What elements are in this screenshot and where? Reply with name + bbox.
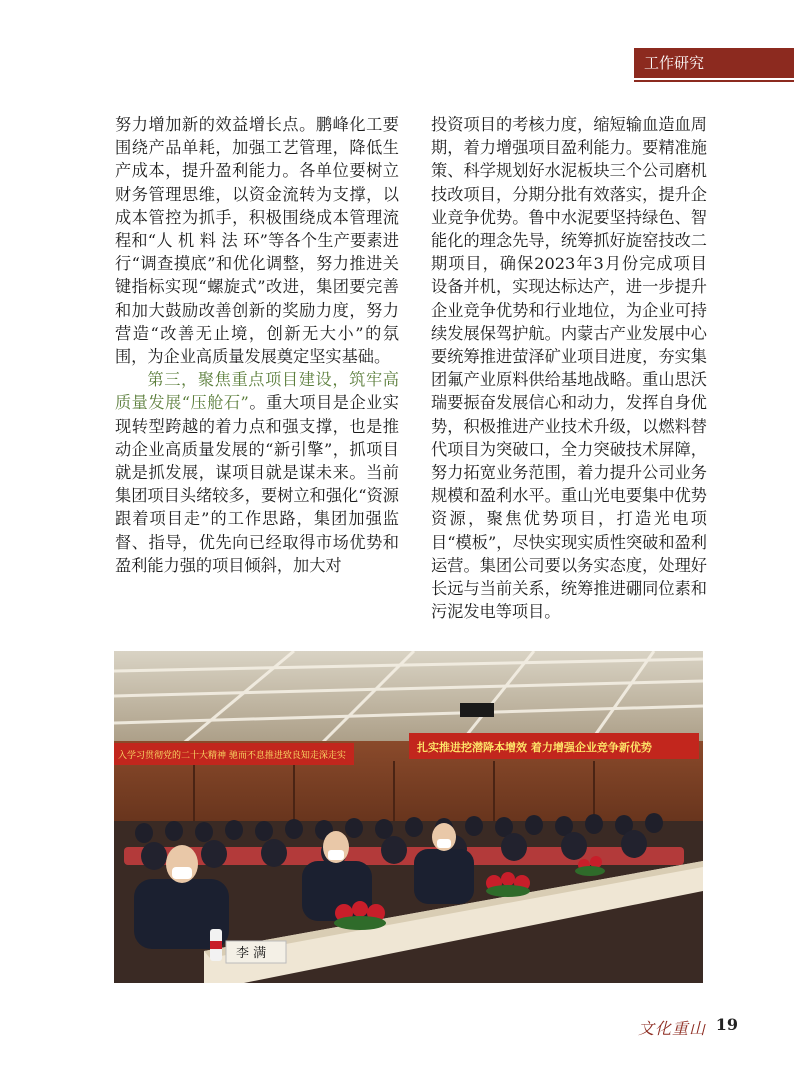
left-paragraph-2-body: 。重大项目是企业实现转型跨越的着力点和强支撑，也是推动企业高质量发展的“新引擎”，抓项目就是抓发展，谋项目就是谋未来。当前集团项目头绪较多，要树立和强化“资源跟着项目走”的工作思路，集团加强监督、指导，优先向已经取得市场优势和盈利能力强的项目倾斜，加大对 bbox=[115, 393, 399, 575]
nameplate-text: 李 满 bbox=[236, 946, 267, 961]
left-paragraph-2 bbox=[115, 368, 399, 577]
section-heading: 第三，聚焦重点项目建设，筑牢高质量发展“压舱石” bbox=[115, 370, 399, 413]
right-paragraph: 投资项目的考核力度，缩短输血造血周期，着力增强项目盈利能力。要精准施策、科学规划好水泥板块三个公司磨机技改项目，分期分批有效落实，提升企业竞争优势。鲁中水泥要坚持绿色、智能化的理念先导，统筹抓好旋窑技改二期项目，确保2023年3月份完成项目设备并机，实现达标达产，进一步提升企业竞争优势和行业地位，为企业可持续发展保驾护航。内蒙古产业发展中心要统筹推进萤泽矿业项目进度，夯实集团氟产业原料供给基地战略。重山思沃瑞要振奋发展信心和动力，发挥自身优势，积极推进产业技术升级，以燃料替代项目为突破口，全力突破技术屏障，努力拓宽业务范围，着力提升公司业务规模和盈利水平。重山光电要集中优势资源，聚焦优势项目，打造光电项目“模板”，尽快实现实质性突破和盈利运营。集团公司要以务实态度，处理好长远与当前关系，统筹推进硼同位素和污泥发电等项目。 bbox=[431, 115, 707, 622]
section-label: 工作研究 bbox=[644, 54, 705, 72]
page-number: 19 bbox=[715, 1015, 738, 1034]
section-tab bbox=[634, 48, 794, 78]
left-column bbox=[115, 113, 399, 577]
section-rule bbox=[634, 80, 794, 82]
meeting-photo bbox=[114, 651, 703, 983]
left-paragraph-1: 努力增加新的效益增长点。鹏峰化工要围绕产品单耗，加强工艺管理，降低生产成本，提升盈利能力。各单位要树立财务管理思维，以资金流转为支撑，以成本管控为抓手，积极围绕成本管理流程和“人 机 料 法 环”等各个生产要素进行“调查摸底”和优化调整，努力推进关键指标实现“螺旋式”改进，集团要完善和加大鼓励改善创新的奖励力度，努力营造“改善无止境，创新无大小”的氛围，为企业高质量发展奠定坚实基础。 bbox=[115, 115, 399, 367]
banner-right-text: 扎实推进挖潜降本增效 着力增强企业竞争新优势 bbox=[417, 741, 652, 754]
banner-left-text: 入学习贯彻党的二十大精神 驰而不息推进致良知走深走实 bbox=[118, 751, 346, 761]
right-column bbox=[431, 113, 707, 623]
magazine-logo: 文化重山 bbox=[637, 1019, 706, 1038]
